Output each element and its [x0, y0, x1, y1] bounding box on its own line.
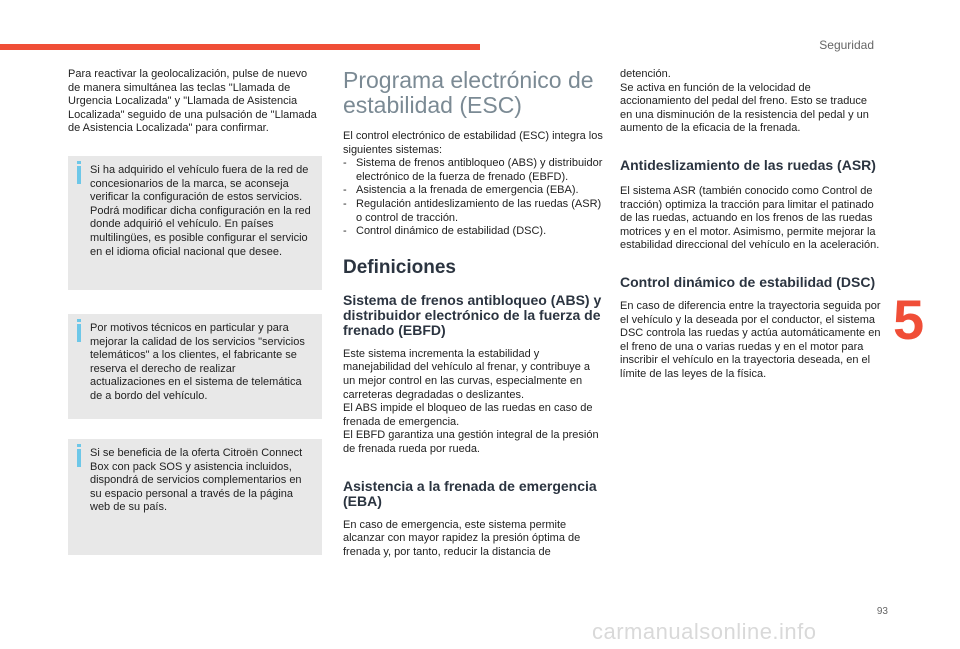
list-item: - Regulación antideslizamiento de las ruedas (ASR) o control de tracción. — [343, 198, 605, 225]
definitions-heading: Definiciones — [343, 256, 456, 278]
list-item: - Control dinámico de estabilidad (DSC). — [343, 225, 605, 239]
asr-heading: Antideslizamiento de las ruedas (ASR) — [620, 156, 876, 173]
chapter-number: 5 — [893, 288, 925, 351]
eba-paragraph: En caso de emergencia, este sistema permite alcanzar con mayor rapidez la presión óptima de frenada y, por tanto, reducir la distancia de — [343, 518, 581, 558]
esc-intro: El control electrónico de estabilidad (ESC) integra los siguientes sistemas: — [343, 130, 603, 156]
section-title: Seguridad — [819, 38, 874, 52]
dsc-heading: Control dinámico de estabilidad (DSC) — [620, 273, 876, 290]
esc-systems-list — [343, 157, 605, 239]
page-number: 93 — [876, 606, 888, 617]
dsc-paragraph: En caso de diferencia entre la trayectoria seguida por el vehículo y la deseada por el conductor, el sistema DSC controla las ruedas y actúa automáticamente en el freno de una o varias ruedas y en el motor para inscribir el vehículo en la trayectoria deseada, en el límite de las leyes de la física. — [620, 299, 881, 380]
info-icon — [77, 449, 81, 467]
watermark: carmanualsonline.info — [592, 619, 817, 644]
chapter-color-bar — [0, 44, 480, 50]
info-note-updates — [68, 314, 322, 419]
column-middle — [343, 68, 605, 559]
geolocation-paragraph: Para reactivar la geolocalización, pulse de nuevo de manera simultánea las teclas "Llamada de Urgencia Localizada" y "Llamada de Asistencia Localizada" seguido de una pulsación de "Llamada de Asistencia Localizada" para confirmar. — [68, 68, 317, 135]
abs-paragraph: El ABS impide el bloqueo de las ruedas en caso de frenada de emergencia. — [343, 402, 593, 428]
info-icon — [77, 324, 81, 342]
eba-heading: Asistencia a la frenada de emergencia (EBA) — [343, 477, 597, 509]
info-note-text: Por motivos técnicos en particular y para mejorar la calidad de los servicios "servicios telemáticos" a los clientes, el fabricante se reserva el derecho de realizar actualizaciones en el sistema de telemática de a bordo del vehículo. — [90, 321, 305, 402]
column-left — [68, 68, 322, 565]
ebfd-paragraph: El EBFD garantiza una gestión integral de la presión de frenada rueda por rueda. — [343, 429, 599, 455]
eba-continued: detención. — [620, 68, 671, 80]
abs-paragraph: Este sistema incrementa la estabilidad y manejabilidad del vehículo al frenar, y contribuye a un mejor control en las curvas, especialmente en carreteras degradadas o deslizantes. — [343, 347, 591, 401]
list-item: - Asistencia a la frenada de emergencia (EBA). — [343, 184, 605, 198]
info-note-text: Si se beneficia de la oferta Citroën Connect Box con pack SOS y asistencia incluidos, dispondrá de servicios complementarios en su espacio personal a través de la página web de su país. — [90, 446, 303, 514]
info-note-dealer — [68, 156, 322, 290]
list-item: - Sistema de frenos antibloqueo (ABS) y distribuidor electrónico de la fuerza de frenado (EBFD). — [343, 157, 605, 184]
info-note-text: Si ha adquirido el vehículo fuera de la red de concesionarios de la marca, se aconseja verificar la configuración de estos servicios. Podrá modificar dicha configuración en la red donde adquirió el vehículo. En países multilingües, es posible configurar el servicio en el idioma oficial nacional que desee. — [90, 163, 311, 258]
esc-title: Programa electrónico de estabilidad (ESC) — [343, 67, 594, 118]
abs-heading: Sistema de frenos antibloqueo (ABS) y distribuidor electrónico de la fuerza de frenado (EBFD) — [343, 291, 602, 338]
eba-continued: Se activa en función de la velocidad de accionamiento del pedal del freno. Esto se traduce en una disminución de la resistencia del pedal y un aumento de la eficacia de la frenada. — [620, 81, 869, 135]
asr-paragraph: El sistema ASR (también conocido como Control de tracción) optimiza la tracción para limitar el patinado de las ruedas, actuando en los frenos de las ruedas motrices y en el motor. Asimismo, permite mejorar la estabilidad direccional del vehículo en la aceleración. — [620, 184, 880, 252]
column-right — [620, 68, 882, 382]
info-note-connect-box — [68, 439, 322, 555]
info-icon — [77, 166, 81, 184]
